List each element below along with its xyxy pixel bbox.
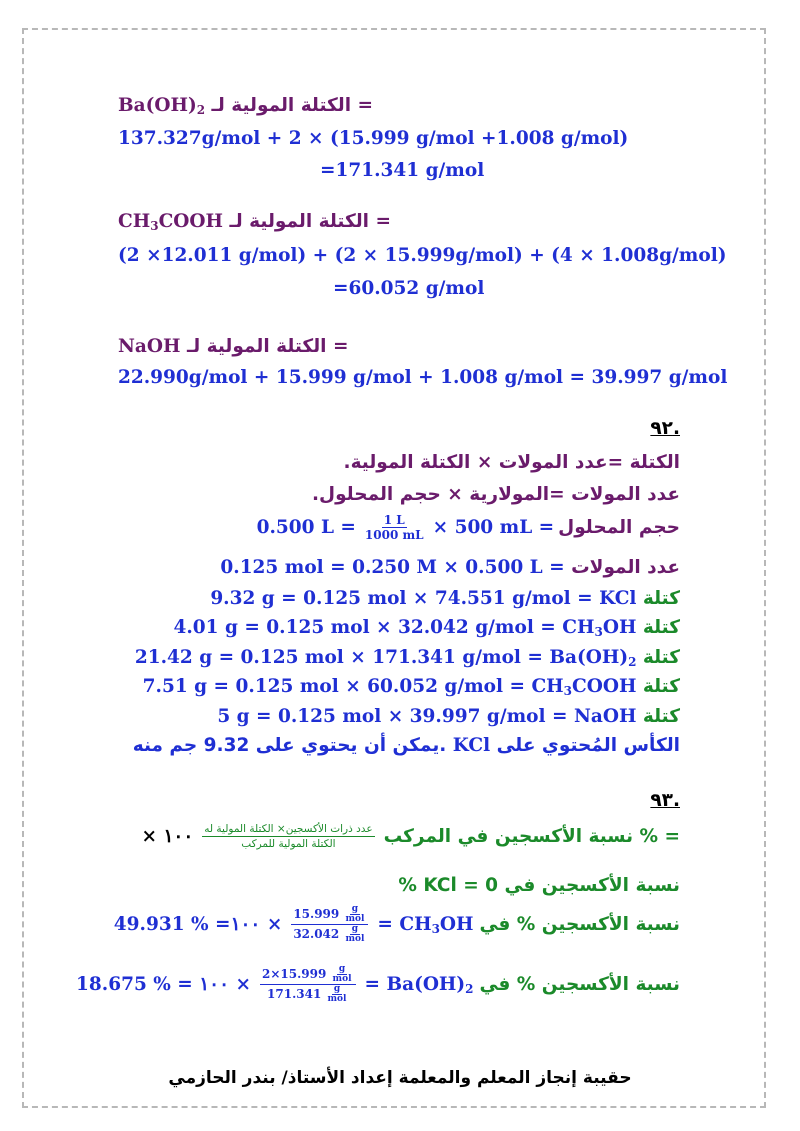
oxygen-percent-in-label: نسبة الأكسجين % في <box>479 974 680 995</box>
molar-mass-baoh2-result: =171.341 g/mol <box>320 160 485 181</box>
mass-label: كتلة <box>642 588 680 609</box>
q93-definition <box>142 822 681 851</box>
oxygen-percent-kcl: نسبة الأكسجين في KCl = 0 % <box>398 875 680 896</box>
mass-line-baoh2: 21.42 g = 0.125 mol × 171.341 $g/mol = Ba(OH)_2$ كتلة <box>134 647 680 669</box>
equals-sign: = <box>332 336 349 357</box>
ch3oh-fraction: 15.999 $\frac{g}{\text{mol}}$ 32.042 $\frac{g}{\text{mol}}$ <box>291 905 368 944</box>
formula-ch3cooh: $CH_3COOH$ <box>118 211 224 233</box>
molar-mass-naoh-heading <box>118 336 348 357</box>
molar-mass-ch3cooh-heading <box>118 211 391 233</box>
molar-mass-label: الكتلة المولية لـ <box>229 211 369 232</box>
molar-mass-ch3cooh-result: =60.052 g/mol <box>333 278 485 299</box>
mass-line-naoh: 5 g = 0.125 mol × 39.997 g/mol = NaOH كتلة <box>217 706 680 727</box>
q92-mass-formula: الكتلة =عدد المولات × الكتلة المولية. <box>343 452 680 473</box>
definition-fraction: $\frac{\text{عدد ذرات الأكسجين× الكتلة المولية له}}{\text{الكتلة المولية للمركب}}$ <box>204 823 373 850</box>
question-92-number: ٩٢. <box>650 418 680 439</box>
baoh2-fraction: 2×15.999 $\frac{g}{\text{mol}}$ 171.341 $\frac{g}{\text{mol}}$ <box>260 965 355 1004</box>
q92-moles-formula: عدد المولات =المولارية × حجم المحلول. <box>312 484 680 505</box>
molar-mass-label: الكتلة المولية لـ <box>211 95 352 116</box>
moles-calculation: 0.125 mol = 0.250 M × 0.500 L = <box>220 557 565 578</box>
formula-naoh: NaOH <box>118 336 181 357</box>
molar-mass-ch3cooh-calculation: (2 ×12.011 g/mol) + (2 × 15.999g/mol) + (4 × 1.008g/mol) <box>118 245 727 266</box>
molar-mass-label: الكتلة المولية لـ <box>186 336 327 357</box>
baoh2-result: 18.675 % = ١٠٠ × <box>76 974 252 995</box>
moles-label: عدد المولات <box>571 557 680 578</box>
molar-mass-baoh2-heading <box>118 95 373 117</box>
mass-line-ch3oh: 4.01 g = 0.125 mol × 32.042 $g/mol = CH_3OH$ كتلة <box>173 617 680 639</box>
mass-label: كتلة <box>642 647 680 668</box>
page-footer: حقيبة إنجاز المعلم والمعلمة إعداد الأستاذ/ بندر الحازمي <box>168 1068 632 1088</box>
q92-conclusion: يمكن أن يحتوي على 9.32 جم منه. KCl الكأس المُحتوي على <box>132 735 680 756</box>
mass-label: كتلة <box>642 706 680 727</box>
equals-sign: = <box>357 95 374 116</box>
mass-line-ch3cooh: 7.51 g = 0.125 mol × 60.052 $g/mol = CH_3COOH$ كتلة <box>142 676 680 698</box>
volume-label: حجم المحلول <box>558 517 680 538</box>
question-93-number: ٩٣. <box>650 790 680 811</box>
mass-line-kcl: 9.32 g = 0.125 mol × 74.551 g/mol = KCl كتلة <box>210 588 680 609</box>
times-hundred: × ١٠٠ <box>141 826 194 847</box>
molar-mass-baoh2-calculation: 137.327g/mol + 2 × (15.999 g/mol +1.008 g/mol) <box>118 128 629 149</box>
oxygen-percent-ch3oh: 49.931 % =١٠٠ × 15.999 $\frac{g}{\text{mol}}$ 32.042 $\frac{g}{\text{mol}}$ = $CH_3OH$ نسبة الأكسجين % في <box>113 904 680 944</box>
q92-volume-line <box>257 513 680 542</box>
oxygen-percent-in-label: نسبة الأكسجين % في <box>479 914 680 935</box>
mass-label: كتلة <box>642 617 680 638</box>
equals-sign: = <box>375 211 391 232</box>
formula-baoh2: $Ba(OH)_2$ <box>118 95 206 117</box>
mass-label: كتلة <box>642 676 680 697</box>
volume-result: 0.500 L = <box>256 517 356 538</box>
oxygen-percent-label: نسبة الأكسجين في المركب % = <box>383 826 680 847</box>
ch3oh-result: 49.931 % =١٠٠ × <box>113 914 283 935</box>
oxygen-percent-baoh2: 18.675 % = ١٠٠ × 2×15.999 $\frac{g}{\text{mol}}$ 171.341 $\frac{g}{\text{mol}}$ = $Ba(OH)_2$ نسبة الأكسجين % في <box>76 964 680 1004</box>
volume-conversion-fraction: $\frac{1 L}{1000 mL}$ <box>364 513 424 542</box>
molar-mass-naoh-calculation: 22.990g/mol + 15.999 g/mol + 1.008 g/mol = 39.997 g/mol <box>118 367 728 388</box>
q92-moles-line <box>220 557 680 578</box>
volume-multiplier: × 500 mL = <box>432 517 555 538</box>
